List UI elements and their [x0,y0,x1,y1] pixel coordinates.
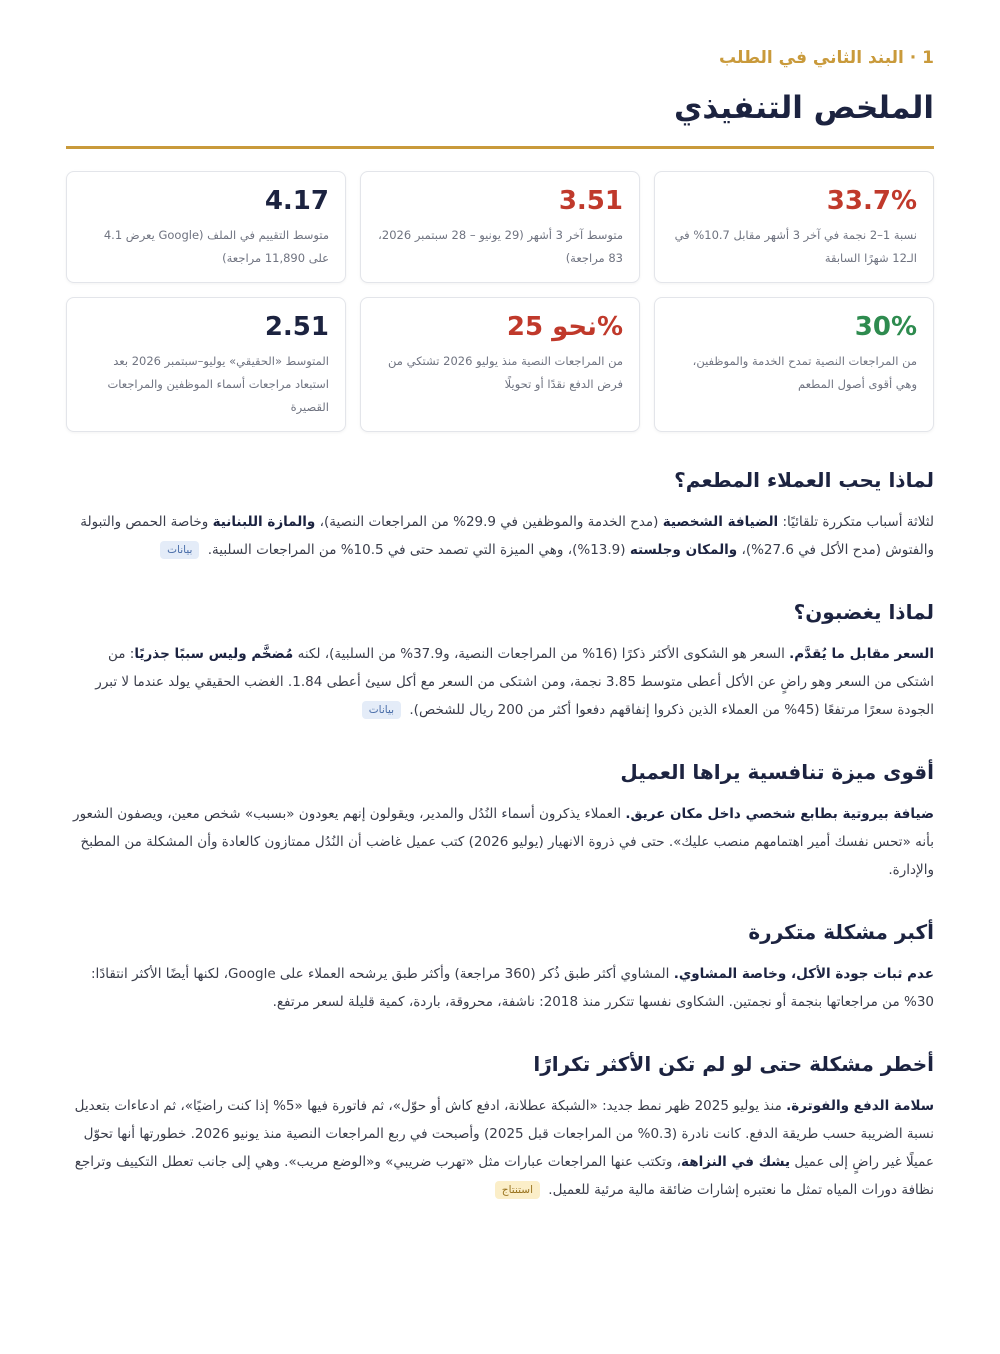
stat-description: متوسط التقييم في الملف (Google يعرض 4.1 على 11,890 مراجعة) [103,228,329,265]
stat-value: نحو 25% [506,312,623,342]
title-divider [66,146,934,149]
section-competitive-advantage [66,758,934,884]
body-text: : من اشتكى من السعر وهو راضٍ عن الأكل أعطى متوسط 3.85 نجمة، ومن اشتكى من السعر مع أكل سيئ أعطى 1.84. الغضب الحقيقي يولد عندما لا تبرر الجودة سعرًا مرتفعًا (45% من العملاء الذين ذكروا إنفاقهم دفعوا أكثر من 200 ريال للشخص). [95,646,934,718]
stat-value: 33.7% [826,186,917,216]
stat-value: 4.17 [264,186,329,216]
body-emphasis: مُضخَّم وليس سببًا جذريًا [134,646,294,662]
body-text: لثلاثة أسباب متكررة تلقائيًا: [778,514,934,530]
body-emphasis: السعر مقابل ما يُقدَّم. [789,646,934,662]
inference-tag: استنتاج [495,1181,540,1199]
stat-card-low-ratings-share [654,171,934,283]
body-text: المشاوي أكثر طبق ذُكر (360 مراجعة) وأكثر طبق يرشحه العملاء على Google، لكنها أيضًا الأكثر انتقادًا: 30% من مراجعاتها بنجمة أو نجمتين. الشكاوى نفسها تتكرر منذ 2018: ناشفة، محروقة، باردة، كمية قليلة لسعر مرتفع. [90,966,934,1010]
stat-card-true-average [66,297,346,432]
body-text: السعر هو الشكوى الأكثر ذكرًا (16% من المراجعات النصية، و37.9% من السلبية)، لكنه [293,646,790,662]
data-tag: بيانات [160,541,199,559]
body-emphasis: يشك في النزاهة [681,1154,791,1170]
section-heading: لماذا يغضبون؟ [793,600,934,624]
body-emphasis: سلامة الدفع والفوترة. [786,1098,934,1114]
section-body [66,1092,934,1204]
section-recurring-problem [66,918,934,1016]
stat-value: 3.51 [558,186,623,216]
section-heading: أخطر مشكلة حتى لو لم تكن الأكثر تكرارًا [533,1052,934,1076]
stats-grid [66,171,934,432]
body-text: (13.9%)، وهي الميزة التي تصمد حتى في 10.5% من المراجعات السلبية. [207,542,630,558]
body-emphasis: الضيافة الشخصية [662,514,779,530]
section-body [66,800,934,884]
stat-description: من المراجعات النصية تمدح الخدمة والموظفين، وهي أقوى أصول المطعم [692,354,917,391]
section-why-love [66,466,934,564]
stat-value: 2.51 [264,312,329,342]
section-heading: أقوى ميزة تنافسية يراها العميل [620,760,934,784]
stat-card-service-praise [654,297,934,432]
section-body [66,960,934,1016]
body-emphasis: والمكان وجلسته [629,542,738,558]
stat-description: المتوسط «الحقيقي» يوليو–سبتمبر 2026 بعد استبعاد مراجعات أسماء الموظفين والمراجعات القصيرة [107,354,329,414]
body-text: العملاء يذكرون أسماء النُدُل والمدير، ويقولون إنهم يعودون «بسبب» شخص معين، ويصفون الشعور بأنه «تحس نفسك أمير اهتمامهم منصب عليك». حتى في ذروة الانهيار (يوليو 2026) كتب عميل غاضب أن النُدُل ممتازون كالعادة وأن المشكلة من المطبخ والإدارة. [73,806,934,878]
body-emphasis: والمازة اللبنانية [212,514,316,530]
page-title: الملخص التنفيذي [674,90,934,126]
section-heading: لماذا يحب العملاء المطعم؟ [674,468,934,492]
stat-card-cash-complaints [360,297,640,432]
body-emphasis: ضيافة بيروتية بطابع شخصي داخل مكان عريق. [625,806,934,822]
body-emphasis: عدم ثبات جودة الأكل، وخاصة المشاوي. [673,966,934,982]
body-text: وخاصة الحمص والتبولة والفتوش (مدح الأكل في 27.6%)، [80,514,934,558]
stat-description: من المراجعات النصية منذ يوليو 2026 تشتكي من فرض الدفع نقدًا أو تحويلًا [388,354,623,391]
stat-card-recent-average [360,171,640,283]
section-dangerous-problem [66,1050,934,1204]
stat-card-overall-average [66,171,346,283]
section-why-angry [66,598,934,724]
body-text: ، وتكتب عنها المراجعات عبارات مثل «تهرب ضريبي» و«الوضع مريب». وهي إلى جانب تعطل التكييف وتراجع نظافة دورات المياه تمثل ما نعتبره إشارات ضائقة مالية مرئية للعميل. [74,1154,934,1198]
section-body [66,508,934,564]
stat-value: 30% [854,312,917,342]
section-kicker: 1 · البند الثاني في الطلب [719,48,934,68]
section-body [66,640,934,724]
stat-description: نسبة 1–2 نجمة في آخر 3 أشهر مقابل 10.7% في الـ12 شهرًا السابقة [674,228,917,265]
stat-description: متوسط آخر 3 أشهر (29 يونيو – 28 سبتمبر 2026، 83 مراجعة) [378,228,623,265]
body-text: (مدح الخدمة والموظفين في 29.9% من المراجعات النصية)، [315,514,663,530]
section-heading: أكبر مشكلة متكررة [748,920,934,944]
data-tag: بيانات [362,701,401,719]
body-text: منذ يوليو 2025 ظهر نمط جديد: «الشبكة عطلانة، ادفع كاش أو حوّل»، ثم فاتورة فيها «5% إذا كنت راضيًا»، ثم ادعاءات بتعديل نسبة الضريبة حسب طريقة الدفع. كانت نادرة (0.3% من المراجعات قبل 2025) وأصبحت في ربع المراجعات النصية منذ يونيو 2026. خطورتها أنها تحوّل عميلًا غير راضٍ إلى عميل [74,1098,934,1170]
